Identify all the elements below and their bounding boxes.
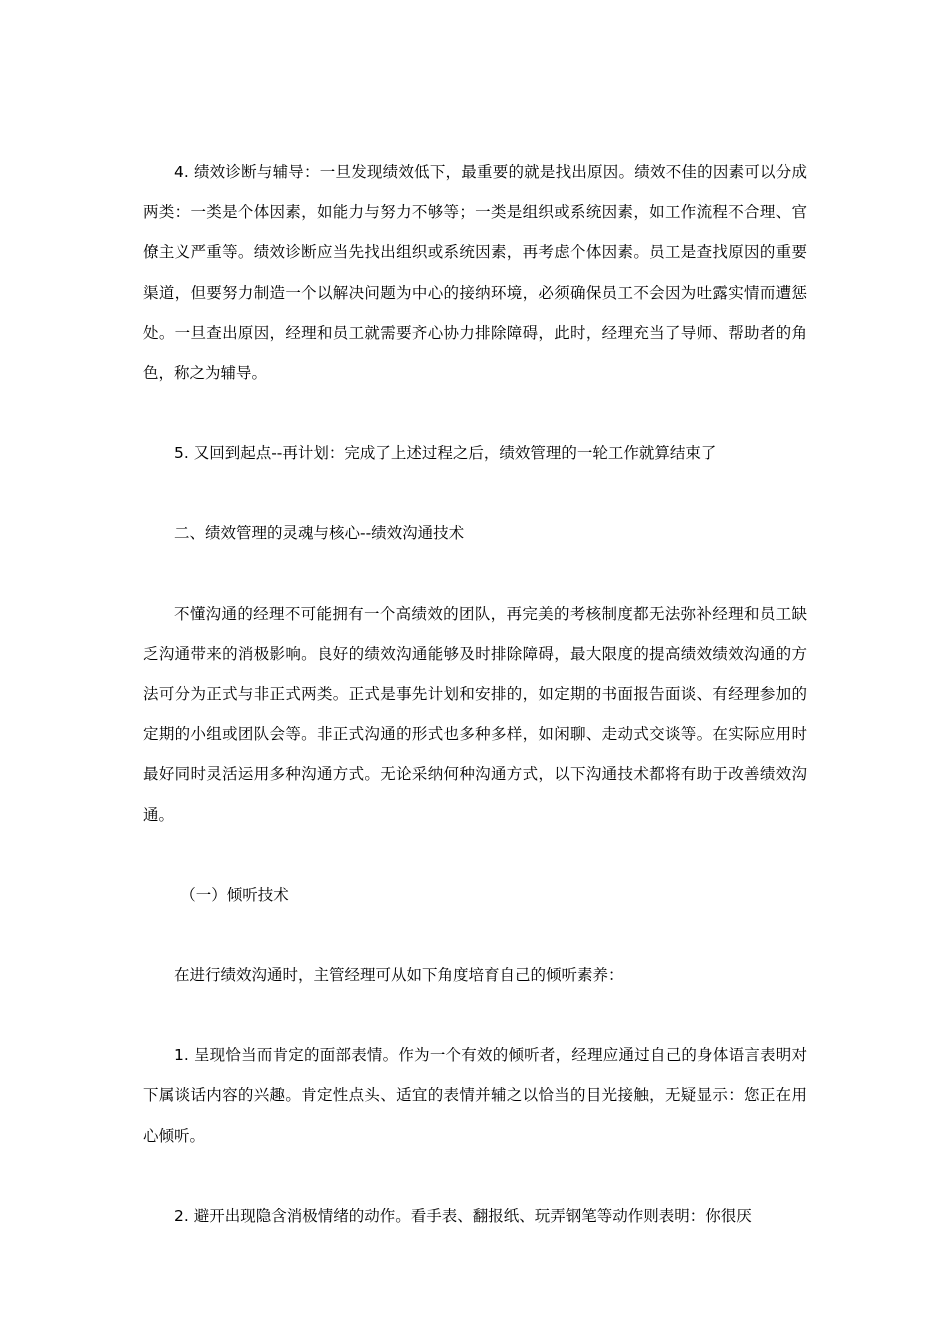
- paragraph-replanning: 5. 又回到起点--再计划：完成了上述过程之后，绩效管理的一轮工作就算结束了: [174, 444, 717, 463]
- paragraph-performance-diagnosis: 4. 绩效诊断与辅导：一旦发现绩效低下，最重要的就是找出原因。绩效不佳的因素可以分成两类：一类是个体因素，如能力与努力不够等；一类是组织或系统因素，如工作流程不合理、官僚主义严重等。绩效诊断应当先找出组织或系统因素，再考虑个体因素。员工是查找原因的重要渠道，但要努力制造一个以解决问题为中心的接纳环境，必须确保员工不会因为吐露实情而遭惩处。一旦查出原因，经理和员工就需要齐心协力排除障碍，此时，经理充当了导师、帮助者的角色，称之为辅导。: [143, 163, 807, 383]
- section-heading-communication: 二、绩效管理的灵魂与核心--绩效沟通技术: [174, 524, 465, 543]
- paragraph-communication: 不懂沟通的经理不可能拥有一个高绩效的团队，再完美的考核制度都无法弥补经理和员工缺乏沟通带来的消极影响。良好的绩效沟通能够及时排除障碍，最大限度的提高绩效绩效沟通的方法可分为正式与非正式两类。正式是事先计划和安排的，如定期的书面报告面谈、有经理参加的定期的小组或团队会等。非正式沟通的形式也多种多样，如闲聊、走动式交谈等。在实际应用时最好同时灵活运用多种沟通方式。无论采纳何种沟通方式，以下沟通技术都将有助于改善绩效沟通。: [143, 604, 807, 824]
- paragraph-listening-item-1: 1. 呈现恰当而肯定的面部表情。作为一个有效的倾听者，经理应通过自己的身体语言表明对下属谈话内容的兴趣。肯定性点头、适宜的表情并辅之以恰当的目光接触，无疑显示：您正在用心倾听。: [143, 1046, 807, 1145]
- paragraph-listening-item-2: 2. 避开出现隐含消极情绪的动作。看手表、翻报纸、玩弄钢笔等动作则表明：你很厌: [174, 1206, 752, 1225]
- paragraph-listening-intro: 在进行绩效沟通时，主管经理可从如下角度培育自己的倾听素养：: [174, 966, 624, 985]
- subsection-heading-listening: （一）倾听技术: [180, 885, 289, 904]
- document-body: [143, 152, 807, 1276]
